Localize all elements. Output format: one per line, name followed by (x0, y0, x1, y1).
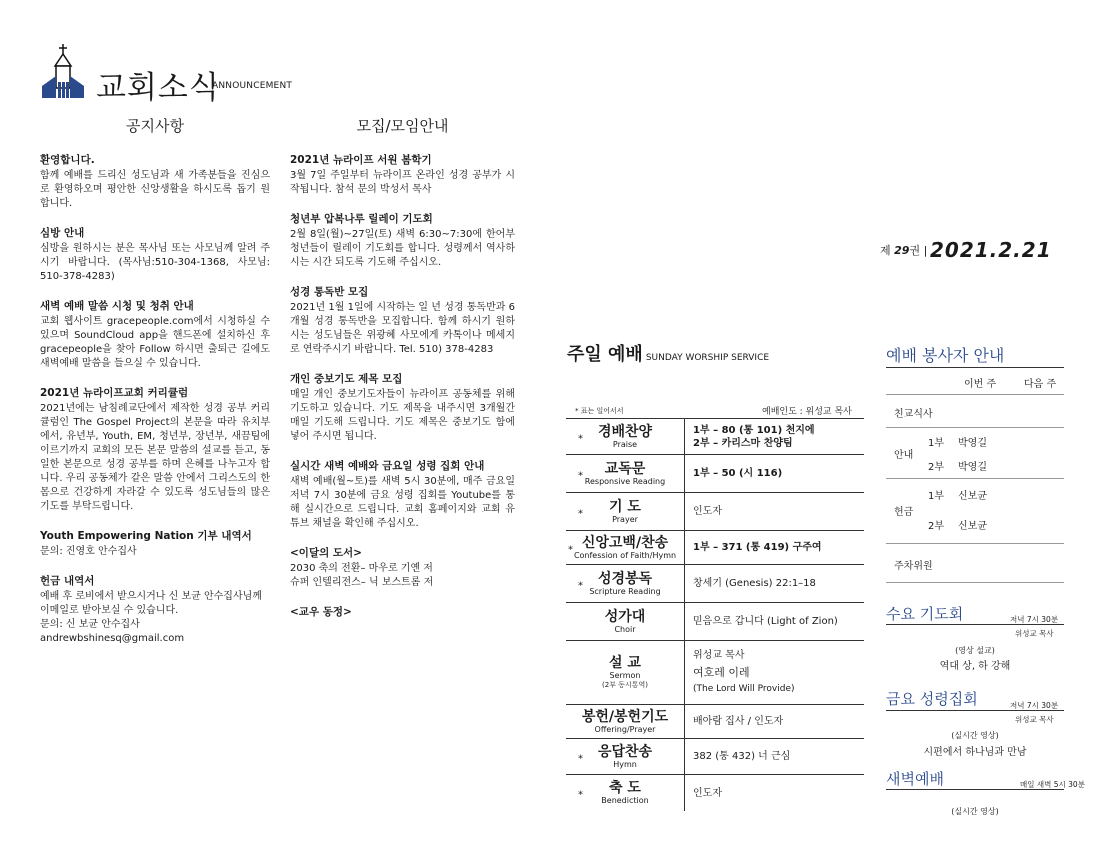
worship-item-content (685, 493, 722, 530)
worship-item-en: Offering/Prayer (594, 724, 656, 734)
recruit-item (290, 211, 515, 270)
friday-leader: 위성교 목사 (1015, 715, 1054, 724)
worship-item-ko: 설 교 (609, 655, 641, 671)
recruit-item (290, 545, 515, 590)
standing-mark: * (578, 470, 583, 482)
worship-item-name (566, 705, 685, 738)
worship-row (566, 603, 864, 641)
issue-suffix: 권 | (909, 244, 928, 257)
friday-text: 시편에서 하나님과 만남 (923, 747, 1027, 758)
worship-item-ko: 성경봉독 (597, 570, 653, 587)
page-title: 교회소식 (96, 70, 220, 106)
servers-title: 예배 봉사자 안내 (886, 346, 1005, 365)
wednesday-leader: 위성교 목사 (1015, 629, 1054, 638)
content-line: 1부 – 50 (시 116) (693, 468, 783, 479)
worship-row (566, 565, 864, 603)
dawn-time: 매일 새벽 5시 30분 (1020, 780, 1085, 789)
wednesday-divider (886, 624, 1064, 625)
page-subtitle: ANNOUNCEMENT (212, 81, 293, 91)
server-name: 신보균 (958, 491, 987, 502)
worship-title (567, 340, 769, 366)
notice-body: 문의: 진영호 안수집사 (40, 546, 137, 557)
content-line: 1부 – 371 (통 419) 구주여 (693, 542, 822, 553)
recruit-item (290, 458, 515, 531)
standing-mark: * (568, 544, 573, 556)
wednesday-title: 수요 기도회 (886, 605, 964, 623)
servers-row (886, 479, 1064, 544)
worship-item-en: Responsive Reading (584, 476, 666, 486)
recruit-item (290, 371, 515, 444)
notice-item (40, 152, 270, 211)
notice-title: 2021년 뉴라이프교회 커리큘럼 (40, 387, 189, 399)
recruit-body: 2021년 1월 1일에 시작하는 일 년 성경 통독반과 6개월 성경 통독반을 모집합니다. 함께 하시기 원하시는 성도님들은 위광혜 사모에게 카톡이나 메세지로 연락주시기 바랍니다. Tel. 510) 378-4283 (290, 302, 515, 355)
recruit-title: 2021년 뉴라이프 서원 봄학기 (290, 154, 432, 166)
friday-note: (실시간 영상) (951, 731, 999, 740)
dawn-divider (886, 789, 1064, 790)
content-line: 배아람 집사 / 인도자 (693, 716, 784, 727)
worship-item-name (566, 419, 685, 454)
servers-row (886, 428, 1064, 479)
worship-item-content (685, 565, 816, 602)
worship-item-name (566, 739, 685, 774)
servers-header-row (886, 369, 1064, 395)
part-label: 2부 (928, 521, 945, 532)
standing-note: * 표는 일어서서 (575, 407, 624, 415)
recruit-body: 2월 8일(월)~27일(토) 새벽 6:30~7:30에 한어부 청년들이 릴레이 기도회를 합니다. 성령께서 역사하시는 시간 되도록 기도해 주십시오. (290, 229, 515, 268)
notice-item (40, 385, 270, 514)
notice-item (40, 298, 270, 371)
content-line: (The Lord Will Provide) (693, 684, 795, 694)
worship-leader: 예배인도 : 위성교 목사 (762, 407, 852, 417)
worship-item-ko: 봉헌/봉헌기도 (581, 708, 669, 725)
recruit-title: 청년부 압복나루 릴레이 기도회 (290, 213, 433, 225)
notice-title: Youth Empowering Nation 기부 내역서 (40, 530, 252, 542)
servers-row (886, 395, 1064, 428)
worship-item-name (566, 455, 685, 492)
part-label: 1부 (928, 438, 945, 449)
worship-item-content (685, 775, 722, 811)
worship-item-en: Hymn (613, 759, 637, 769)
standing-mark: * (578, 580, 583, 592)
notices-column (40, 115, 270, 660)
recruit-body: 3월 7일 주일부터 뉴라이프 온라인 성경 공부가 시작됩니다. 참석 문의 박성서 목사 (290, 170, 515, 195)
worship-item-en: Choir (614, 624, 636, 634)
notice-body: 심방을 원하시는 분은 목사님 또는 사모님께 알려 주시기 바랍니다. (목사님:510-304-1368, 사모님: 510-378-4283) (40, 243, 270, 282)
content-line: 믿음으로 갑니다 (Light of Zion) (693, 616, 838, 627)
worship-row (566, 493, 864, 531)
servers-row (886, 544, 1064, 583)
content-line: 382 (통 432) 너 근심 (693, 751, 791, 762)
friday-divider (886, 710, 1064, 711)
worship-item-content (685, 603, 838, 640)
worship-item-name (566, 565, 685, 602)
content-line: 2부 – 카리스마 찬양팀 (693, 437, 793, 449)
issue-number (880, 242, 927, 258)
worship-title-ko: 주일 예배 (567, 344, 643, 365)
part-label: 1부 (928, 491, 945, 502)
standing-mark: * (578, 433, 583, 445)
dawn-note: (실시간 영상) (951, 807, 999, 816)
parking-label: 주차위원 (894, 561, 933, 572)
wednesday-time: 저녁 7시 30분 (1010, 615, 1059, 624)
church-icon (38, 42, 88, 98)
server-name: 박영길 (958, 462, 987, 473)
worship-title-en: SUNDAY WORSHIP SERVICE (645, 353, 770, 363)
worship-item-ko: 기 도 (609, 498, 641, 515)
recruit-item (290, 604, 515, 619)
worship-item-content (685, 705, 783, 738)
worship-item-ko: 성가대 (604, 608, 646, 625)
standing-mark: * (578, 508, 583, 520)
notice-title: 심방 안내 (40, 227, 85, 239)
content-line: 인도자 (693, 506, 722, 517)
issue-volume: 29 (894, 244, 910, 257)
worship-item-content (685, 419, 815, 454)
worship-item-en: Confession of Faith/Hymn (573, 550, 677, 560)
worship-item-name (566, 641, 685, 704)
server-name: 신보균 (958, 521, 987, 532)
worship-item-en: Prayer (612, 514, 638, 524)
friday-time: 저녁 7시 30분 (1010, 701, 1059, 710)
worship-item-en: Scripture Reading (589, 586, 661, 596)
worship-row (566, 455, 864, 493)
worship-item-en: Sermon (609, 671, 641, 680)
dawn-title: 새벽예배 (886, 770, 944, 788)
notice-item (40, 573, 270, 646)
recruit-body: 2030 축의 전환– 마우로 기옌 저 슈퍼 인텔리전스– 닉 보스트롬 저 (290, 563, 434, 588)
server-name: 박영길 (958, 438, 987, 449)
notice-title: 환영합니다. (40, 154, 95, 166)
standing-mark: * (578, 753, 583, 765)
recruit-body: 새벽 예배(월~토)를 새벽 5시 30분에, 매주 금요일 저녁 7시 30분에 금요 성령 집회를 Youtube를 통해 실시간으로 드립니다. 교회 홈페이지와 교회 유튜브 채널을 확인해 주십시오. (290, 476, 515, 529)
content-line: 창세기 (Genesis) 22:1–18 (693, 578, 816, 589)
recruit-body: 매일 개인 중보기도자들이 뉴라이프 공동체를 위해 기도하고 있습니다. 기도 제목을 내주시면 3개월간 매일 기도해 드립니다. 기도 제목은 중보기도 함에 넣어 주시면 됩니다. (290, 389, 515, 442)
recruit-item (290, 152, 515, 197)
content-line: 인도자 (693, 787, 722, 799)
recruit-title: <이달의 도서> (290, 547, 362, 559)
worship-item-name (566, 531, 685, 564)
col-this-week: 이번 주 (964, 379, 997, 390)
worship-item-content (685, 531, 822, 564)
worship-item-ko: 축 도 (609, 780, 641, 796)
issue-prefix: 제 (880, 244, 891, 257)
worship-item-name (566, 493, 685, 530)
notice-body: 2021년에는 남침례교단에서 제작한 성경 공부 커리큘럼인 The Gospel Project의 본문을 따라 유치부에서, 유년부, Youth, EM, 청년부, 장년부, 새끔팀에 이르기까지 교회의 모든 본문 말씀의 설교를 듣고, 동일한 본문으로 성경 공부를 하며 은혜를 나누고자 합니다. 우리 공동체가 같은 말씀 안에서 그리스도의 한 몸으로 건강하게 자라갈 수 있도록 성도님들의 많은 기도를 부탁드립니다. (40, 403, 270, 512)
servers-table (886, 369, 1064, 583)
notice-body: 예배 후 로비에서 받으시거나 신 보균 안수집사님께 이메일로 받아보실 수 있습니다. 문의: 신 보균 안수집사 andrewbshinesq@gmail.com (40, 591, 262, 644)
col-next-week: 다음 주 (1024, 379, 1057, 390)
notice-body: 함께 예배를 드리신 성도님과 새 가족분들을 진심으로 환영하오며 평안한 신앙생활을 하시도록 돕기 원합니다. (40, 170, 270, 209)
worship-order-table (566, 418, 864, 811)
notice-title: 새벽 예배 말씀 시청 및 청취 안내 (40, 300, 194, 312)
worship-row (566, 419, 864, 455)
friday-title: 금요 성령집회 (886, 690, 978, 708)
content-line: 1부 – 80 (통 101) 천지에 (693, 424, 815, 436)
worship-row (566, 705, 864, 739)
notice-title: 헌금 내역서 (40, 575, 95, 587)
notice-body: 교회 웹사이트 gracepeople.com에서 시청하실 수 있으며 SoundCloud app을 핸드폰에 설치하신 후 gracepeople을 찾아 Follow 하시면 출퇴근 길에도 새벽예배 말씀을 들으실 수 있습니다. (40, 316, 270, 369)
servers-title-underline (886, 367, 1064, 368)
worship-item-ko: 신앙고백/찬송 (581, 534, 669, 551)
worship-item-en: Benediction (601, 796, 649, 805)
recruit-heading: 모집/모임안내 (356, 117, 449, 135)
worship-item-name (566, 775, 685, 811)
worship-item-name (566, 603, 685, 640)
worship-item-ko: 경배찬양 (597, 423, 653, 440)
worship-item-note: (2부 동시통역) (602, 681, 648, 689)
content-line: 여호레 이레 (693, 666, 750, 679)
recruit-title: 개인 중보기도 제목 모집 (290, 373, 403, 385)
notice-item (40, 528, 270, 559)
fellowship-label: 친교식사 (894, 409, 933, 420)
recruit-title: 성경 통독반 모집 (290, 286, 369, 298)
worship-item-content (685, 455, 782, 492)
wednesday-note: (영상 설교) (955, 646, 995, 655)
usher-label: 안내 (894, 450, 914, 461)
notice-item (40, 225, 270, 284)
wednesday-text: 역대 상, 하 강해 (939, 661, 1011, 672)
worship-item-en: Praise (612, 439, 638, 449)
part-label: 2부 (928, 462, 945, 473)
notices-heading: 공지사항 (126, 117, 184, 135)
standing-mark: * (578, 789, 583, 801)
worship-item-content (685, 641, 795, 704)
worship-item-content (685, 739, 790, 774)
worship-row (566, 775, 864, 811)
worship-row (566, 739, 864, 775)
worship-row (566, 531, 864, 565)
content-line: 위성교 목사 (693, 650, 745, 661)
worship-row (566, 641, 864, 705)
recruit-item (290, 284, 515, 357)
recruit-title: <교우 동정> (290, 606, 352, 618)
recruit-title: 실시간 새벽 예배와 금요일 성령 집회 안내 (290, 460, 485, 472)
worship-item-ko: 교독문 (604, 460, 646, 477)
offering-label: 헌금 (894, 507, 914, 518)
issue-date: 2021.2.21 (930, 238, 1052, 262)
worship-item-ko: 응답찬송 (597, 743, 653, 760)
recruit-column (290, 115, 515, 621)
